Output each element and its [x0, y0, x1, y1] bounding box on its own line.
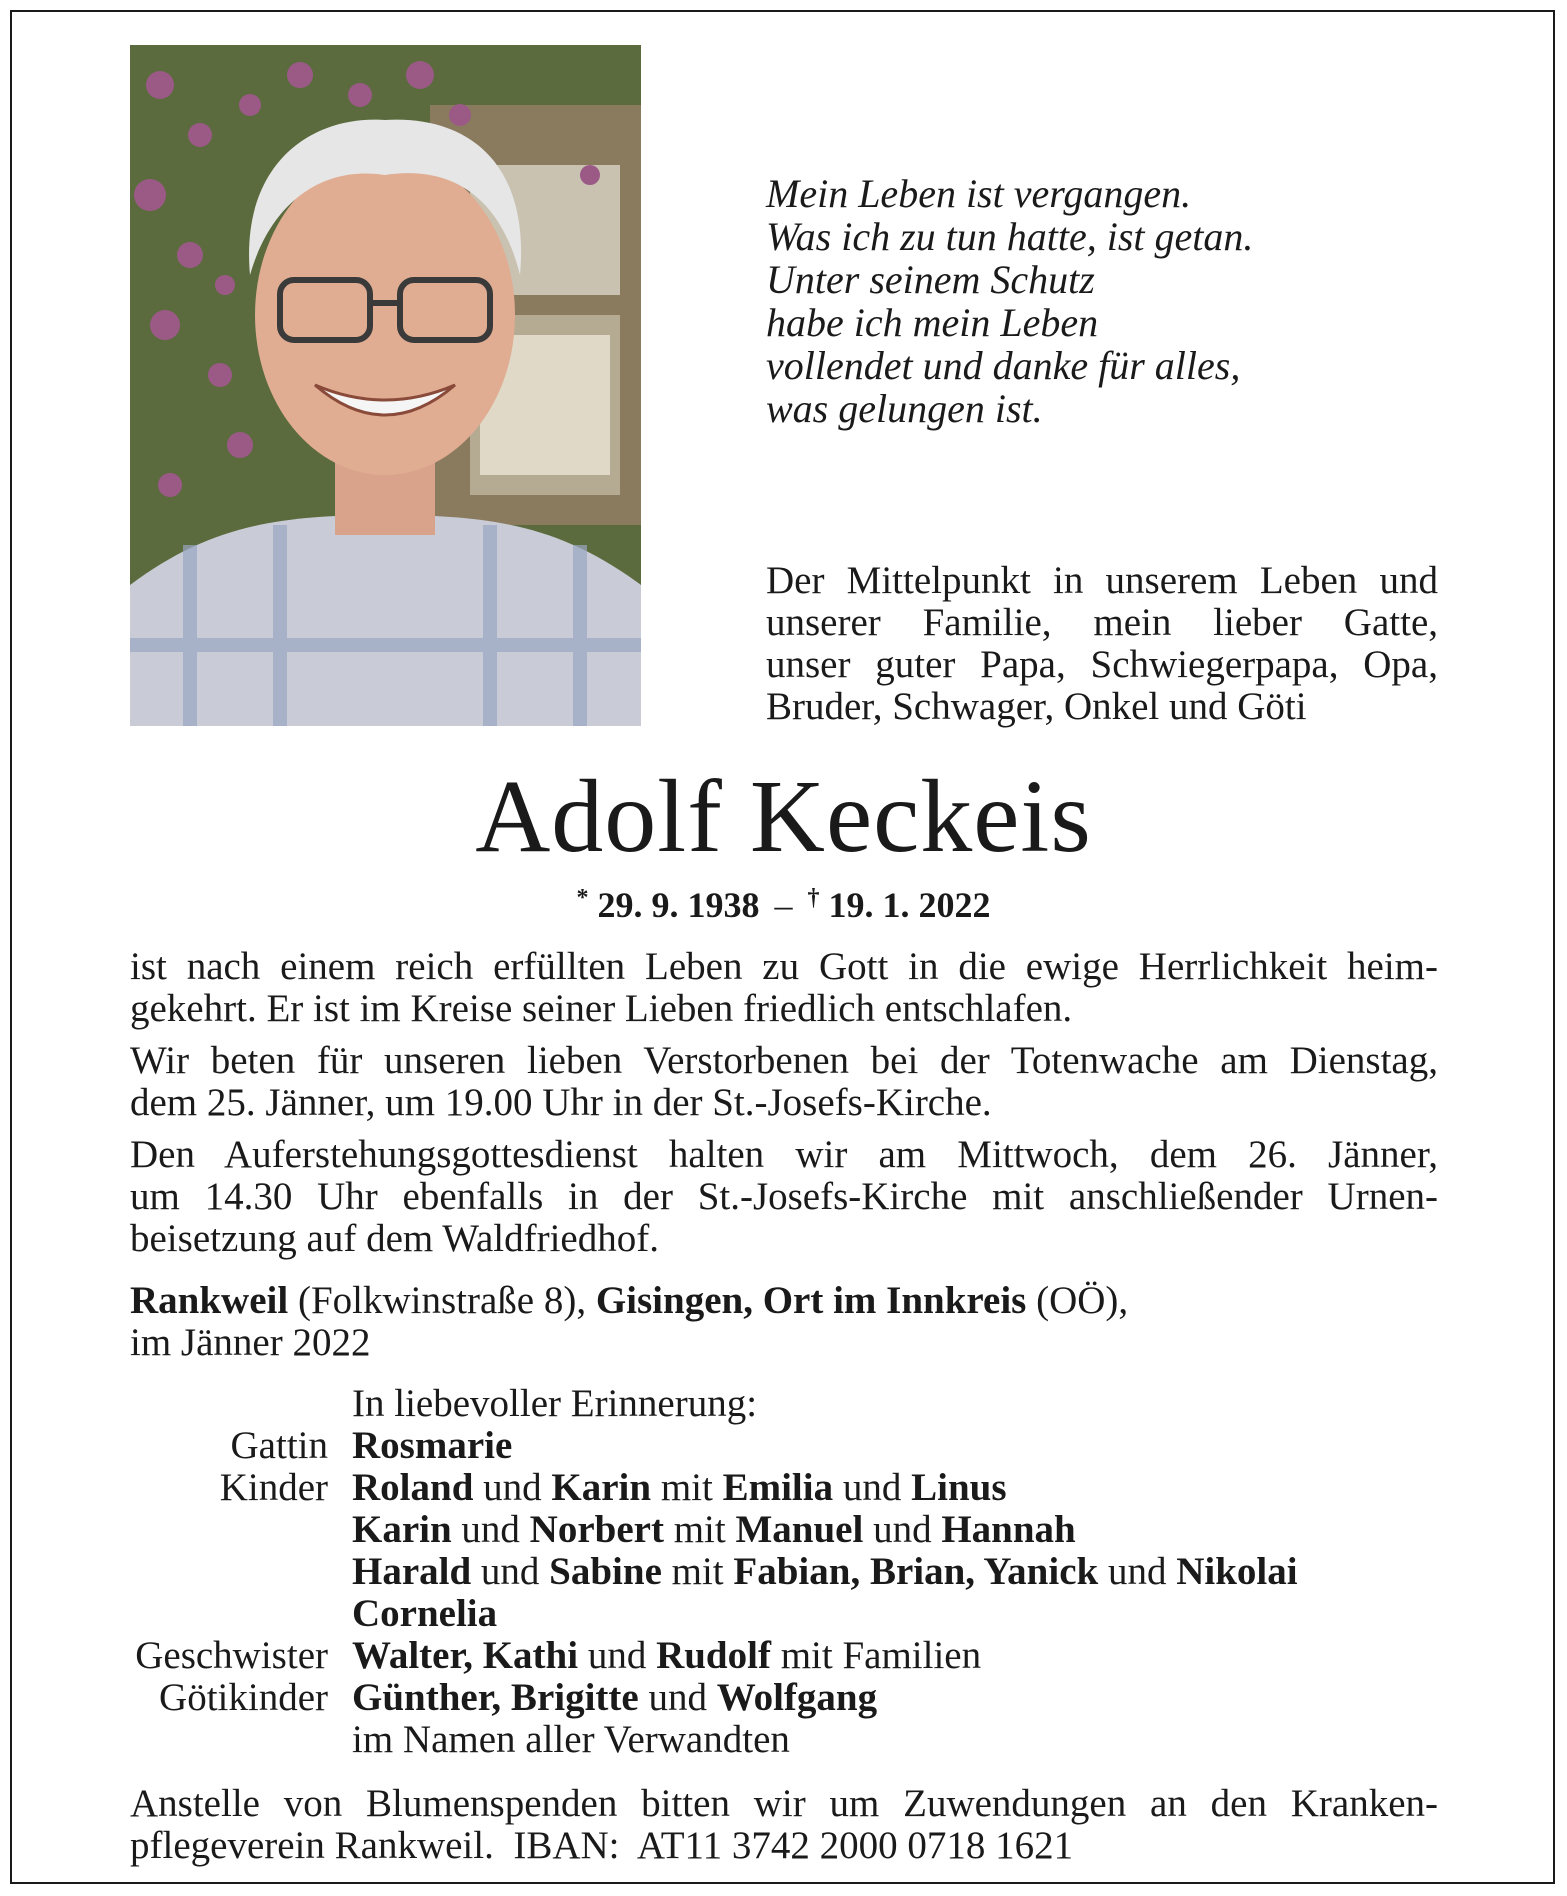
donation-line: Anstelle von Blumenspenden bitten wir um Zuwendungen an den Kranken- [130, 1782, 1438, 1825]
siblings-row [130, 1635, 1438, 1677]
text-line: dem 25. Jänner, um 19.00 Uhr in der St.-Josefs-Kirche. [130, 1081, 992, 1124]
connector: und [473, 1466, 552, 1509]
birth-symbol: * [576, 885, 589, 911]
birth-date: 29. 9. 1938 [597, 885, 760, 925]
date-separator: – [774, 885, 793, 925]
donation-note [130, 1783, 1438, 1867]
mourners-list [130, 1383, 1438, 1761]
intro-line: unser guter Papa, Schwiegerpapa, Opa, [766, 643, 1438, 686]
intro-line: unserer Familie, mein lieber Gatte, [766, 601, 1438, 644]
donation-line: pflegeverein Rankweil. IBAN: AT11 3742 2000 0718 1621 [130, 1824, 1074, 1867]
children-row [130, 1551, 1438, 1593]
location-block [130, 1280, 1438, 1364]
children-row [130, 1467, 1438, 1509]
godchildren-row [130, 1677, 1438, 1719]
family-name: Sabine [549, 1550, 662, 1593]
text-line: Den Auferstehungsgottesdienst halten wir am Mittwoch, dem 26. Jänner, [130, 1133, 1438, 1176]
text-line: ist nach einem reich erfüllten Leben zu Gott in die ewige Herrlichkeit heim- [130, 945, 1438, 988]
connector: und [638, 1676, 717, 1719]
address: (Folkwinstraße 8), [288, 1279, 596, 1322]
family-name: Karin [352, 1508, 452, 1551]
siblings-label: Geschwister [135, 1634, 328, 1677]
intro-text [766, 560, 1438, 728]
announcement-paragraph [130, 1134, 1438, 1260]
mourners-closing: im Namen aller Verwandten [352, 1718, 790, 1761]
family-name: Manuel [735, 1508, 864, 1551]
date-line: im Jänner 2022 [130, 1321, 371, 1364]
connector: und [471, 1550, 550, 1593]
family-name: Günther, Brigitte [352, 1676, 639, 1719]
connector: mit [663, 1508, 736, 1551]
family-name: Wolfgang [716, 1676, 878, 1719]
text-line: gekehrt. Er ist im Kreise seiner Lieben friedlich entschlafen. [130, 987, 1073, 1030]
town-gisingen: Gisingen, Ort im Innkreis [595, 1279, 1027, 1322]
closing-row [130, 1719, 1438, 1761]
text-line: Wir beten für unseren lieben Verstorbenen bei der Totenwache am Dienstag, [130, 1039, 1438, 1082]
family-name: Karin [551, 1466, 652, 1509]
godchildren-label: Götikinder [159, 1676, 328, 1719]
family-name: Walter, Kathi [352, 1634, 579, 1677]
poem-line: habe ich mein Leben [766, 300, 1099, 345]
family-name: Rudolf [656, 1634, 771, 1677]
poem-line: vollendet und danke für alles, [766, 343, 1241, 388]
children-row [130, 1593, 1438, 1635]
connector: und [863, 1508, 942, 1551]
family-name: Cornelia [352, 1592, 498, 1635]
family-name: Linus [911, 1466, 1007, 1509]
family-name: Fabian, Brian, Yanick [733, 1550, 1099, 1593]
announcement-paragraph [130, 1040, 1438, 1124]
location-line [130, 1280, 1438, 1322]
memorial-poem [766, 172, 1253, 430]
life-dates [0, 876, 1567, 927]
poem-line: Unter seinem Schutz [766, 257, 1095, 302]
family-name: Norbert [529, 1508, 664, 1551]
connector: mit [651, 1466, 723, 1509]
poem-line: was gelungen ist. [766, 386, 1043, 431]
portrait-photo [130, 45, 641, 726]
spouse-name: Rosmarie [352, 1424, 513, 1467]
text-line: um 14.30 Uhr ebenfalls in der St.-Josefs-Kirche mit anschließender Urnen- [130, 1175, 1438, 1218]
region: (OÖ), [1026, 1279, 1129, 1322]
death-date: 19. 1. 2022 [828, 885, 991, 925]
family-name: Emilia [722, 1466, 834, 1509]
announcement-paragraph [130, 946, 1438, 1030]
family-name: Hannah [941, 1508, 1076, 1551]
deceased-name: Adolf Keckeis [475, 759, 1092, 874]
connector: und [833, 1466, 912, 1509]
spouse-label: Gattin [230, 1424, 328, 1467]
connector: mit [661, 1550, 734, 1593]
connector: und [1098, 1550, 1177, 1593]
announcement-text [130, 946, 1438, 1270]
poem-line: Mein Leben ist vergangen. [766, 171, 1192, 216]
connector: und [451, 1508, 530, 1551]
text-line: beisetzung auf dem Waldfriedhof. [130, 1217, 659, 1260]
connector: und [578, 1634, 657, 1677]
spouse-row [130, 1425, 1438, 1467]
connector: mit Familien [770, 1634, 982, 1677]
children-row [130, 1509, 1438, 1551]
poem-line: Was ich zu tun hatte, ist getan. [766, 214, 1254, 259]
town-rankweil: Rankweil [130, 1279, 289, 1322]
family-name: Roland [352, 1466, 474, 1509]
children-label: Kinder [219, 1466, 328, 1509]
mourners-heading: In liebevoller Erinnerung: [352, 1382, 758, 1425]
intro-line: Der Mittelpunkt in unserem Leben und [766, 559, 1438, 602]
family-name: Nikolai [1176, 1550, 1298, 1593]
family-name: Harald [352, 1550, 472, 1593]
death-symbol: † [807, 885, 820, 911]
intro-line: Bruder, Schwager, Onkel und Göti [766, 685, 1307, 728]
mourners-heading-row [130, 1383, 1438, 1425]
